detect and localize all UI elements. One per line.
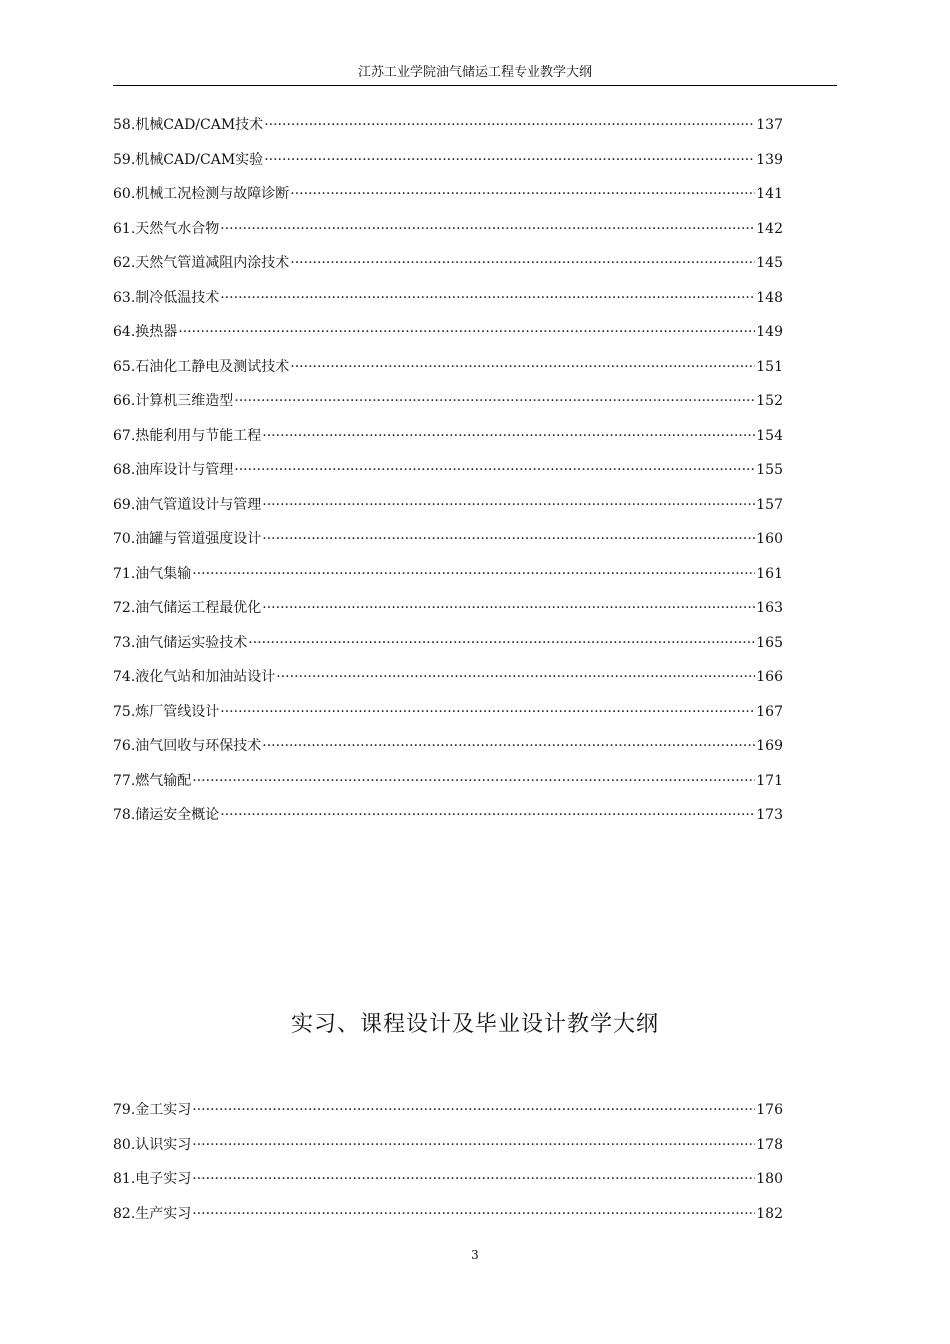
toc-dot-leader: [192, 1167, 755, 1191]
toc-entry-page: 155: [756, 462, 783, 478]
toc-dot-leader: [290, 251, 755, 275]
toc-entry[interactable]: [113, 424, 783, 459]
toc-entry-title: 58.机械CAD/CAM技术: [113, 117, 264, 133]
toc-entry[interactable]: [113, 527, 783, 562]
toc-entry-title: 72.油气储运工程最优化: [113, 600, 262, 616]
toc-entry-page: 180: [756, 1171, 783, 1187]
toc-entry[interactable]: [113, 389, 783, 424]
toc-entry-page: 137: [756, 117, 783, 133]
toc-entry-title: 60.机械工况检测与故障诊断: [113, 186, 290, 202]
toc-entry[interactable]: [113, 769, 783, 804]
toc-entry[interactable]: [113, 665, 783, 700]
toc-entry-title: 75.炼厂管线设计: [113, 703, 220, 720]
header-divider: [113, 85, 837, 86]
toc-entry[interactable]: [113, 217, 783, 252]
toc-entry-page: 139: [756, 151, 783, 168]
toc-entry[interactable]: [113, 182, 783, 217]
toc-entry-title: 64.换热器: [113, 324, 178, 340]
toc-entry[interactable]: [113, 251, 783, 286]
toc-entry-title: 68.油库设计与管理: [113, 462, 234, 478]
toc-dot-leader: [290, 182, 755, 206]
toc-entry-page: 145: [756, 255, 783, 271]
toc-entry[interactable]: [113, 355, 783, 390]
toc-entry[interactable]: [113, 1098, 783, 1133]
toc-entry[interactable]: [113, 803, 783, 838]
toc-dot-leader: [220, 217, 755, 241]
toc-entry-title: 81.电子实习: [113, 1171, 192, 1187]
toc-entry-page: 176: [756, 1102, 783, 1118]
toc-entry-title: 62.天然气管道减阻内涂技术: [113, 255, 290, 271]
toc-entry[interactable]: [113, 734, 783, 769]
toc-dot-leader: [192, 1202, 755, 1226]
toc-dot-leader: [248, 631, 755, 655]
toc-entry-title: 63.制冷低温技术: [113, 289, 220, 306]
running-header: 江苏工业学院油气储运工程专业教学大纲: [357, 65, 592, 80]
toc-entry-title: 82.生产实习: [113, 1205, 192, 1222]
toc-entry-title: 79.金工实习: [113, 1102, 192, 1118]
toc-dot-leader: [262, 596, 755, 620]
toc-entry-title: 67.热能利用与节能工程: [113, 427, 262, 444]
toc-entry[interactable]: [113, 596, 783, 631]
toc-entry-page: 151: [756, 358, 783, 375]
toc-dot-leader: [220, 803, 755, 827]
toc-entry-page: 166: [756, 669, 783, 685]
toc-dot-leader: [192, 1133, 755, 1157]
toc-entry-page: 169: [756, 738, 783, 754]
toc-dot-leader: [264, 148, 755, 172]
toc-dot-leader: [192, 769, 755, 793]
toc-entry-title: 66.计算机三维造型: [113, 393, 234, 409]
toc-entry-page: 173: [756, 807, 783, 823]
toc-entry-page: 167: [756, 703, 783, 720]
toc-entry[interactable]: [113, 700, 783, 735]
toc-list-practice: [113, 1098, 783, 1236]
toc-entry-title: 59.机械CAD/CAM实验: [113, 151, 264, 168]
toc-entry-title: 71.油气集输: [113, 565, 192, 582]
toc-dot-leader: [178, 320, 755, 344]
toc-entry-page: 148: [756, 289, 783, 306]
toc-entry-title: 61.天然气水合物: [113, 220, 220, 237]
toc-entry[interactable]: [113, 148, 783, 183]
toc-entry[interactable]: [113, 113, 783, 148]
toc-entry-title: 65.石油化工静电及测试技术: [113, 358, 290, 375]
toc-entry-page: 161: [756, 565, 783, 582]
toc-dot-leader: [234, 389, 755, 413]
toc-entry-page: 154: [756, 427, 783, 444]
toc-entry-title: 80.认识实习: [113, 1136, 192, 1153]
toc-entry-page: 163: [756, 600, 783, 616]
toc-entry-title: 70.油罐与管道强度设计: [113, 531, 262, 547]
toc-entry-page: 152: [756, 393, 783, 409]
toc-entry[interactable]: [113, 1133, 783, 1168]
page-number: 3: [471, 1248, 479, 1262]
toc-entry[interactable]: [113, 320, 783, 355]
toc-entry-page: 178: [756, 1136, 783, 1153]
toc-dot-leader: [220, 286, 755, 310]
toc-list-courses: [113, 113, 783, 838]
toc-entry[interactable]: [113, 1202, 783, 1237]
toc-entry-page: 142: [756, 220, 783, 237]
toc-dot-leader: [262, 527, 755, 551]
toc-dot-leader: [192, 562, 755, 586]
toc-entry[interactable]: [113, 458, 783, 493]
toc-entry-page: 165: [756, 634, 783, 651]
toc-entry-page: 182: [756, 1205, 783, 1222]
toc-entry[interactable]: [113, 631, 783, 666]
toc-entry-page: 149: [756, 324, 783, 340]
toc-entry-title: 78.储运安全概论: [113, 807, 220, 823]
toc-dot-leader: [262, 424, 755, 448]
toc-dot-leader: [220, 700, 755, 724]
toc-entry[interactable]: [113, 1167, 783, 1202]
toc-entry-page: 141: [756, 186, 783, 202]
toc-dot-leader: [262, 493, 755, 517]
toc-entry-page: 157: [756, 496, 783, 513]
toc-entry-title: 69.油气管道设计与管理: [113, 496, 262, 513]
toc-dot-leader: [262, 734, 755, 758]
toc-dot-leader: [264, 113, 755, 137]
toc-dot-leader: [234, 458, 755, 482]
toc-entry-title: 76.油气回收与环保技术: [113, 738, 262, 754]
toc-entry-title: 77.燃气输配: [113, 772, 192, 789]
toc-entry[interactable]: [113, 286, 783, 321]
toc-entry-page: 171: [756, 772, 783, 789]
toc-dot-leader: [276, 665, 755, 689]
toc-entry-title: 73.油气储运实验技术: [113, 634, 248, 651]
toc-dot-leader: [290, 355, 755, 379]
toc-dot-leader: [192, 1098, 755, 1122]
toc-entry[interactable]: [113, 493, 783, 528]
section-title: 实习、课程设计及毕业设计教学大纲: [290, 1012, 659, 1037]
toc-entry[interactable]: [113, 562, 783, 597]
toc-entry-page: 160: [756, 531, 783, 547]
toc-entry-title: 74.液化气站和加油站设计: [113, 669, 276, 685]
